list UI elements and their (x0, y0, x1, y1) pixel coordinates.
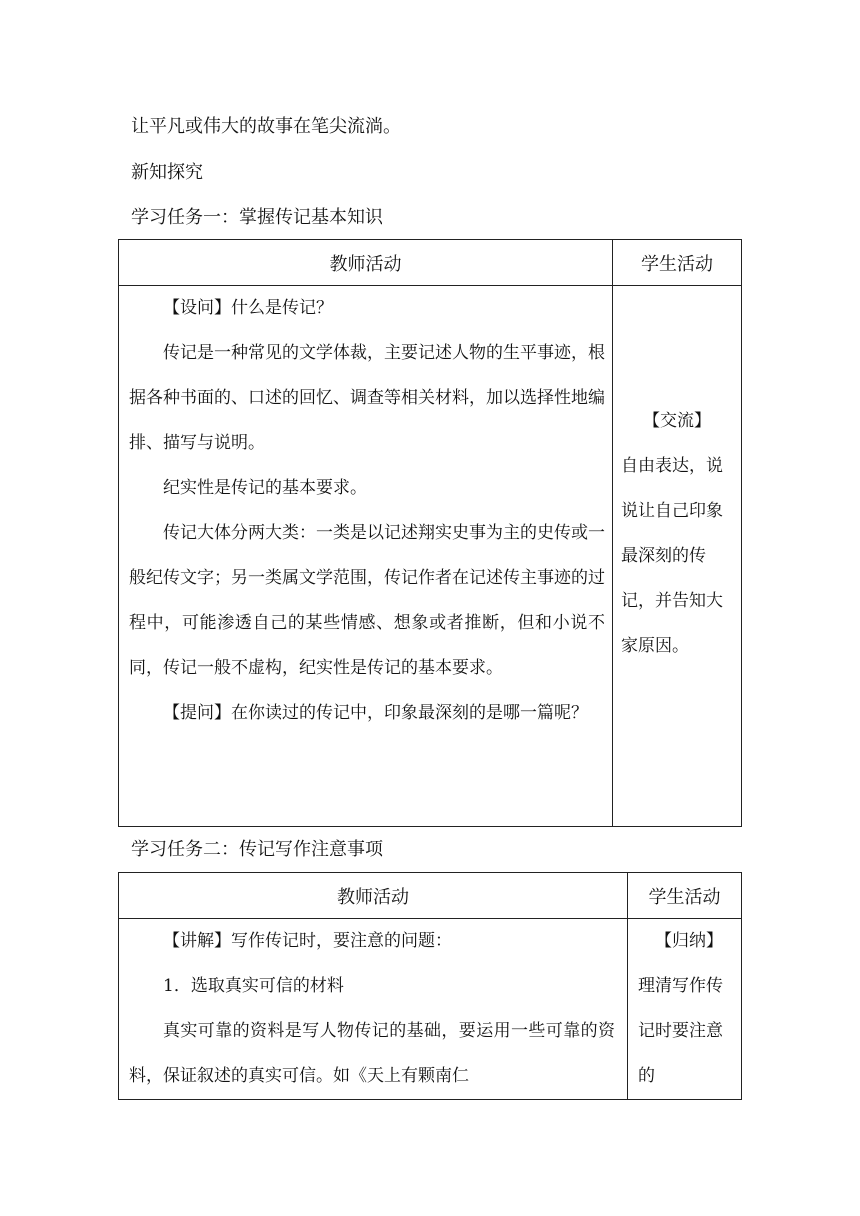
student-text: 自由表达，说说让自己印象最深刻的传记，并告知大家原因。 (621, 456, 723, 656)
student-activity-cell (613, 286, 742, 827)
student-activity-cell (628, 919, 742, 1100)
teacher-activity-cell (119, 286, 613, 827)
task1-title: 学习任务一：掌握传记基本知识 (131, 207, 383, 228)
teacher-paragraph: 【讲解】写作传记时，要注意的问题： (163, 931, 452, 951)
teacher-activity-cell (119, 919, 628, 1100)
student-text: 理清写作传记时要注意的 (638, 976, 723, 1086)
teacher-paragraph: 1．选取真实可信的材料 (163, 976, 344, 996)
teacher-paragraph: 传记是一种常见的文学体裁，主要记述人物的生平事迹，根据各种书面的、口述的回忆、调查等相关材料，加以选择性地编排、描写与说明。 (129, 343, 605, 453)
task1-table (118, 239, 742, 827)
task2-table (118, 872, 742, 1100)
student-activity-header: 学生活动 (613, 240, 742, 286)
section-label: 新知探究 (131, 162, 203, 183)
task2-title: 学习任务二：传记写作注意事项 (131, 839, 383, 860)
teacher-paragraph: 纪实性是传记的基本要求。 (163, 478, 367, 498)
teacher-paragraph: 传记大体分两大类：一类是以记述翔实史事为主的史传或一般纪传文字；另一类属文学范围，传记作者在记述传主事迹的过程中，可能渗透自己的某些情感、想象或者推断，但和小说不同，传记一般不虚构，纪实性是传记的基本要求。 (129, 523, 605, 678)
teacher-paragraph: 【提问】在你读过的传记中，印象最深刻的是哪一篇呢？ (163, 703, 588, 723)
teacher-activity-header: 教师活动 (119, 873, 628, 919)
teacher-activity-header: 教师活动 (119, 240, 613, 286)
teacher-paragraph: 【设问】什么是传记？ (163, 298, 333, 318)
student-activity-header: 学生活动 (628, 873, 742, 919)
teacher-paragraph: 真实可靠的资料是写人物传记的基础，要运用一些可靠的资料，保证叙述的真实可信。如《天上有颗南仁 (129, 1021, 615, 1086)
intro-line: 让平凡或伟大的故事在笔尖流淌。 (131, 116, 401, 137)
student-tag: 【交流】 (643, 411, 711, 431)
student-tag: 【归纳】 (655, 931, 723, 951)
